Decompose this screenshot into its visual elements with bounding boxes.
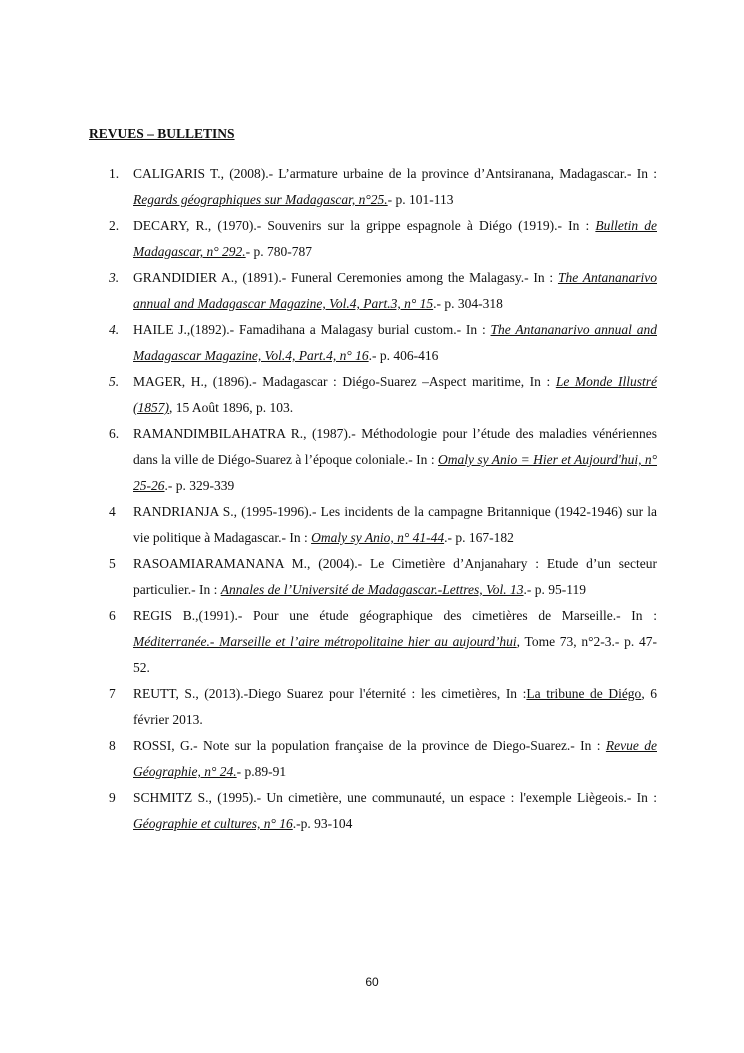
entry-number: 2.: [109, 218, 120, 233]
entry-pages: .- p. 329-339: [164, 478, 235, 493]
bib-entry-haile: [109, 317, 657, 369]
entry-source: Le Monde Illustré (1857): [133, 374, 657, 415]
entry-number: 4.: [109, 322, 120, 337]
entry-text: HAILE J.,(1892).- Famadihana a Malagasy burial custom.- In :: [133, 322, 491, 337]
entry-number: 5: [109, 556, 116, 571]
entry-source: Omaly sy Anio, n° 41-44: [311, 530, 445, 545]
bib-entry-randrianja: [109, 499, 657, 551]
entry-text: RANDRIANJA S., (1995-1996).- Les incidents de la campagne Britannique (1942-1946) sur la vie politique à Madagascar.- In :: [133, 504, 657, 545]
bib-entry-mager: [109, 369, 657, 421]
entry-pages: - p. 780-787: [245, 244, 313, 259]
entry-source: Bulletin de Madagascar, n° 292.: [133, 218, 657, 259]
entry-number: 9: [109, 790, 116, 805]
bib-entry-schmitz: [109, 785, 657, 837]
entry-pages: .- p. 406-416: [368, 348, 439, 363]
entry-number: 8: [109, 738, 116, 753]
entry-pages: - p. 101-113: [387, 192, 454, 207]
entry-source: Géographie et cultures, n° 16: [133, 816, 293, 831]
entry-pages: .-p. 93-104: [292, 816, 353, 831]
entry-text: REGIS B.,(1991).- Pour une étude géographique des cimetières de Marseille.- In :: [133, 608, 657, 623]
bib-entry-reutt: [109, 681, 657, 733]
entry-source: Annales de l’Université de Madagascar.-Lettres, Vol. 13: [220, 582, 524, 597]
entry-number: 7: [109, 686, 116, 701]
entry-number: 4: [109, 504, 116, 519]
entry-pages: .- p. 95-119: [523, 582, 587, 597]
entry-number: 5.: [109, 374, 120, 389]
entry-number: 3.: [109, 270, 120, 285]
entry-source: The Antananarivo annual and Madagascar Magazine, Vol.4, Part.4, n° 16: [133, 322, 657, 363]
page-number: 60: [365, 975, 379, 989]
entry-text: RAMANDIMBILAHATRA R., (1987).- Méthodologie pour l’étude des maladies vénériennes dans la ville de Diégo-Suarez à l’époque coloniale.- In :: [133, 426, 657, 467]
entry-source: The Antananarivo annual and Madagascar Magazine, Vol.4, Part.3, n° 15: [133, 270, 657, 311]
entry-text: DECARY, R., (1970).- Souvenirs sur la grippe espagnole à Diégo (1919).- In :: [133, 218, 596, 233]
entry-pages: .- p. 167-182: [444, 530, 514, 545]
entry-text: CALIGARIS T., (2008).- L’armature urbaine de la province d’Antsiranana, Madagascar.- In :: [133, 166, 657, 181]
entry-text: ROSSI, G.- Note sur la population française de la province de Diego-Suarez.- In :: [133, 738, 606, 753]
bib-entry-ramandimbilahatra: [109, 421, 657, 499]
section-heading: REVUES – BULLETINS: [89, 126, 235, 141]
bib-entry-regis: [109, 603, 657, 681]
entry-pages: , 6 février 2013.: [133, 686, 658, 727]
entry-source: La tribune de Diégo: [526, 686, 642, 701]
entry-source: Méditerranée.- Marseille et l’aire métropolitaine hier au aujourd’hui: [133, 634, 517, 649]
bib-entry-rossi: [109, 733, 657, 785]
entry-pages: - p.89-91: [236, 764, 287, 779]
entry-text: RASOAMIARAMANANA M., (2004).- Le Cimetière d’Anjanahary : Etude d’un secteur particulier.- In :: [133, 556, 657, 597]
entry-source: Omaly sy Anio = Hier et Aujourd'hui, n° 25-26: [133, 452, 657, 493]
entry-number: 6: [109, 608, 116, 623]
entry-pages: , 15 Août 1896, p. 103.: [169, 400, 294, 415]
entry-text: MAGER, H., (1896).- Madagascar : Diégo-Suarez –Aspect maritime, In :: [133, 374, 556, 389]
entry-text: SCHMITZ S., (1995).- Un cimetière, une communauté, un espace : l'exemple Liègeois.- In :: [133, 790, 657, 805]
entry-number: 1.: [109, 166, 120, 181]
bibliography-list: [109, 161, 657, 837]
entry-number: 6.: [109, 426, 120, 441]
entry-source: Regards géographiques sur Madagascar, n°25.: [133, 192, 388, 207]
entry-source: Revue de Géographie, n° 24.: [133, 738, 657, 779]
bib-entry-decary: [109, 213, 657, 265]
entry-text: REUTT, S., (2013).-Diego Suarez pour l'éternité : les cimetières, In :: [133, 686, 527, 701]
bib-entry-grandidier: [109, 265, 657, 317]
bib-entry-caligaris: [109, 161, 657, 213]
entry-text: GRANDIDIER A., (1891).- Funeral Ceremonies among the Malagasy.- In :: [133, 270, 558, 285]
entry-pages: , Tome 73, n°2-3.- p. 47-52.: [133, 634, 657, 675]
bib-entry-rasoamiaramanana: [109, 551, 657, 603]
entry-pages: .- p. 304-318: [433, 296, 503, 311]
